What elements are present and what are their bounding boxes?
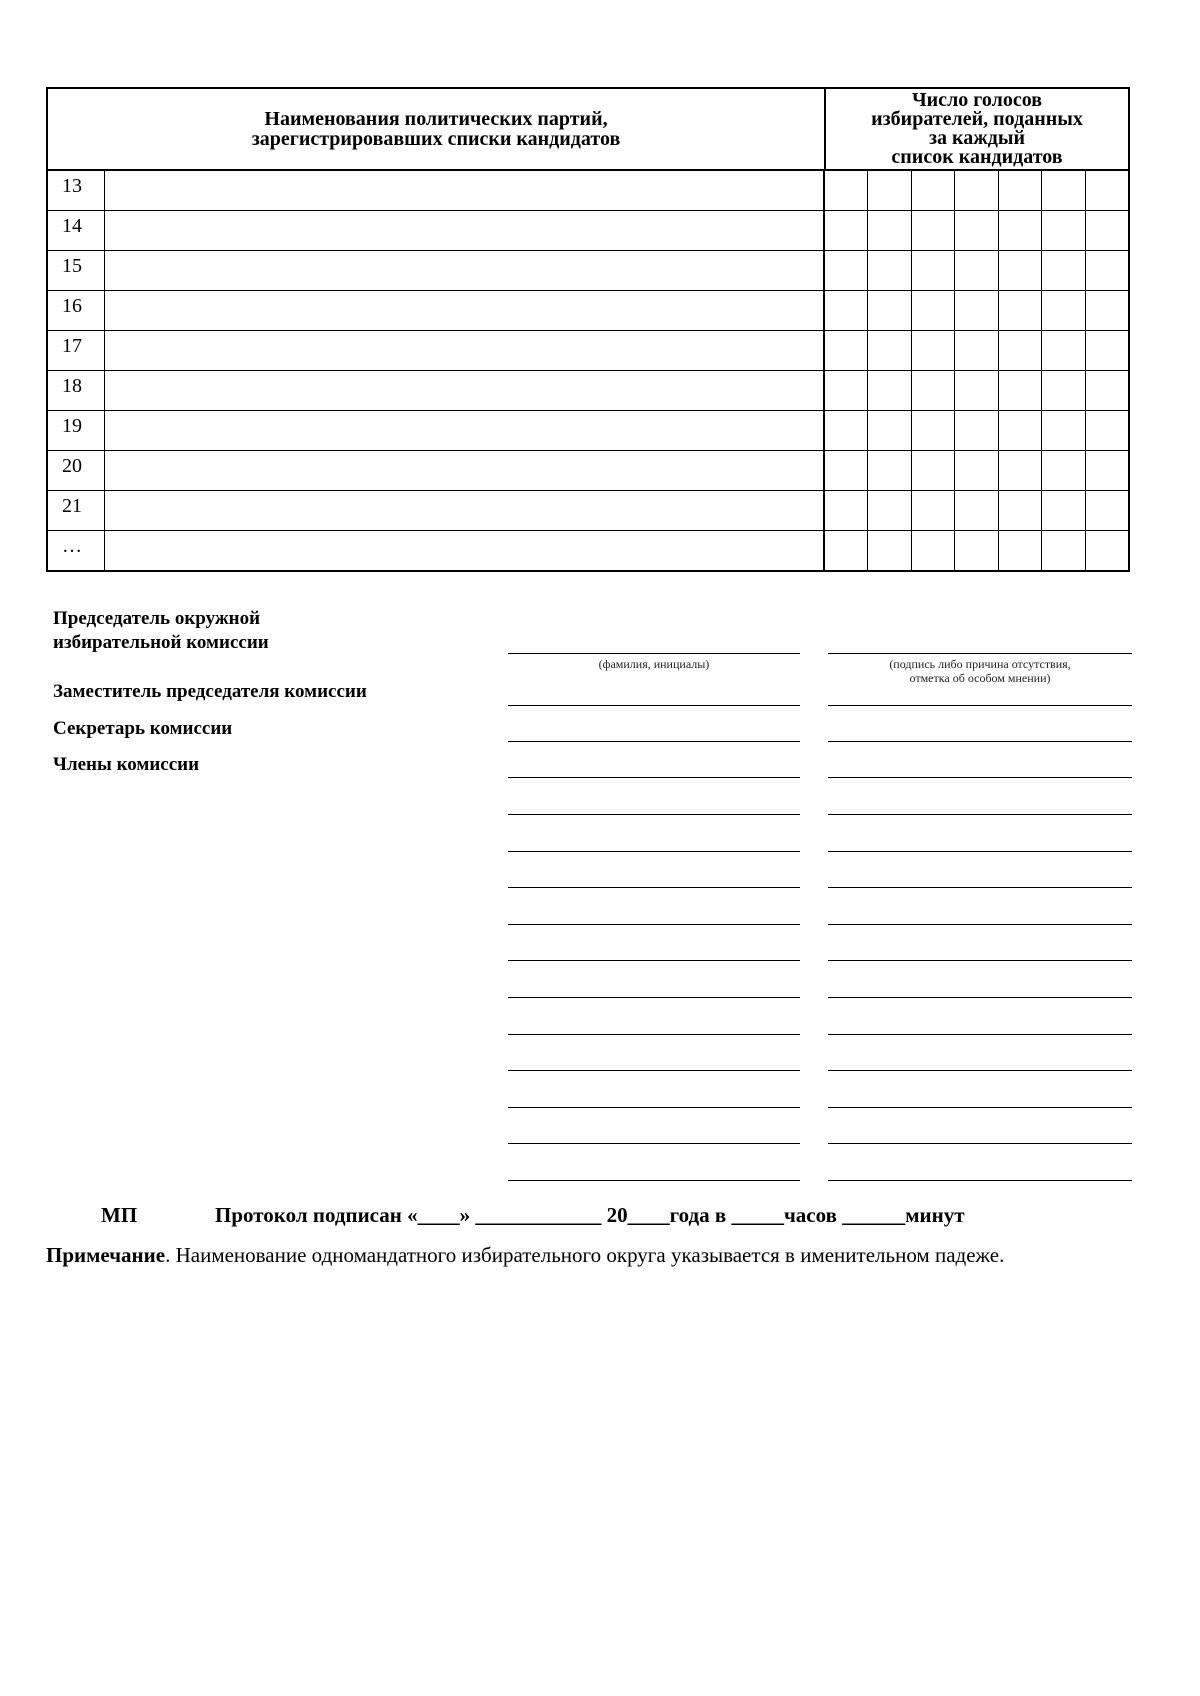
vote-digit-cell[interactable] [999,251,1042,290]
name-signature-line[interactable] [508,887,800,888]
note-text: . Наименование одномандатного избирательного округа указывается в именительном падеже. [165,1243,1005,1267]
name-signature-line[interactable] [508,653,800,654]
vote-digit-cell[interactable] [825,491,868,530]
vote-digit-cell[interactable] [912,371,955,410]
signature-line[interactable] [828,960,1132,961]
name-signature-line[interactable] [508,997,800,998]
name-signature-line[interactable] [508,960,800,961]
vote-digit-cell[interactable] [868,451,911,490]
vote-digit-cell[interactable] [868,411,911,450]
party-name-cell[interactable] [105,371,825,410]
vote-digit-cell[interactable] [1042,251,1085,290]
vote-digit-cell[interactable] [825,171,868,210]
name-signature-line[interactable] [508,1180,800,1181]
note-label: Примечание [46,1243,166,1267]
vote-digit-cell[interactable] [999,411,1042,450]
deputy-label: Заместитель председателя комиссии [53,681,367,702]
vote-digit-cell[interactable] [955,291,998,330]
table-row [48,171,1128,210]
vote-digit-cell[interactable] [1086,291,1128,330]
vote-digit-cell[interactable] [868,171,911,210]
table-row [48,290,1128,330]
vote-digit-cell[interactable] [868,211,911,250]
vote-digit-cell[interactable] [1042,371,1085,410]
signature-line[interactable] [828,777,1132,778]
vote-digit-cell[interactable] [999,371,1042,410]
vote-count-cells [825,291,1128,330]
vote-digit-cell[interactable] [999,531,1042,570]
vote-digit-cell[interactable] [912,251,955,290]
vote-digit-cell[interactable] [1042,171,1085,210]
party-name-cell[interactable] [105,411,825,450]
name-signature-line[interactable] [508,1070,800,1071]
vote-digit-cell[interactable] [825,411,868,450]
signature-line[interactable] [828,814,1132,815]
signature-line[interactable] [828,887,1132,888]
caption-name: (фамилия, инициалы) [598,657,710,671]
vote-digit-cell[interactable] [955,211,998,250]
name-signature-line[interactable] [508,777,800,778]
vote-digit-cell[interactable] [1086,331,1128,370]
header-vote-count: Число голосов избирателей, поданных за каждый список кандидатов [871,89,1083,168]
table-row [48,530,1128,570]
signature-line[interactable] [828,924,1132,925]
vote-digit-cell[interactable] [825,371,868,410]
vote-digit-cell[interactable] [999,171,1042,210]
vote-digit-cell[interactable] [912,331,955,370]
row-number: 16 [48,291,105,330]
party-name-cell[interactable] [105,451,825,490]
signature-line[interactable] [828,1107,1132,1108]
name-signature-line[interactable] [508,924,800,925]
party-name-cell[interactable] [105,291,825,330]
vote-count-cells [825,251,1128,290]
vote-digit-cell[interactable] [1086,411,1128,450]
signature-line[interactable] [828,1070,1132,1071]
vote-digit-cell[interactable] [825,451,868,490]
vote-digit-cell[interactable] [955,411,998,450]
vote-count-cells [825,411,1128,450]
party-name-cell[interactable] [105,331,825,370]
vote-digit-cell[interactable] [955,251,998,290]
table-row [48,490,1128,530]
vote-digit-cell[interactable] [955,491,998,530]
vote-count-cells [825,371,1128,410]
chairman-label: Председатель окружной избирательной комиссии [53,608,269,653]
vote-count-cells [825,531,1128,570]
vote-digit-cell[interactable] [999,451,1042,490]
vote-digit-cell[interactable] [1086,171,1128,210]
name-signature-line[interactable] [508,1107,800,1108]
vote-digit-cell[interactable] [955,371,998,410]
vote-digit-cell[interactable] [1042,331,1085,370]
vote-digit-cell[interactable] [1086,371,1128,410]
name-signature-line[interactable] [508,1143,800,1144]
vote-digit-cell[interactable] [868,491,911,530]
vote-digit-cell[interactable] [825,331,868,370]
vote-digit-cell[interactable] [999,491,1042,530]
vote-digit-cell[interactable] [999,211,1042,250]
party-name-cell[interactable] [105,211,825,250]
secretary-label: Секретарь комиссии [53,718,233,739]
table-row [48,410,1128,450]
party-name-cell[interactable] [105,251,825,290]
vote-digit-cell[interactable] [868,251,911,290]
table-body [46,171,1130,572]
vote-digit-cell[interactable] [825,291,868,330]
row-number: 17 [48,331,105,370]
signature-line[interactable] [828,741,1132,742]
vote-digit-cell[interactable] [912,411,955,450]
vote-digit-cell[interactable] [912,211,955,250]
caption-signature: (подпись либо причина отсутствия, отметка об особом мнении) [889,657,1071,685]
table-header [46,87,1130,171]
row-number: 19 [48,411,105,450]
vote-digit-cell[interactable] [912,291,955,330]
row-number: 18 [48,371,105,410]
party-votes-table [46,87,1130,572]
table-row [48,210,1128,250]
row-number: 14 [48,211,105,250]
vote-digit-cell[interactable] [955,451,998,490]
row-number: 13 [48,171,105,210]
name-signature-line[interactable] [508,741,800,742]
vote-digit-cell[interactable] [1086,531,1128,570]
header-party-names: Наименования политических партий, зарегистрировавших списки кандидатов [48,89,826,169]
name-signature-line[interactable] [508,1034,800,1035]
vote-digit-cell[interactable] [1042,491,1085,530]
vote-digit-cell[interactable] [825,211,868,250]
vote-digit-cell[interactable] [912,491,955,530]
vote-digit-cell[interactable] [1042,451,1085,490]
note-paragraph [46,1240,1168,1270]
vote-digit-cell[interactable] [955,531,998,570]
vote-count-cells [825,171,1128,210]
vote-digit-cell[interactable] [1042,531,1085,570]
vote-digit-cell[interactable] [868,291,911,330]
party-name-cell[interactable] [105,171,825,210]
vote-digit-cell[interactable] [912,531,955,570]
vote-digit-cell[interactable] [1042,211,1085,250]
table-row [48,330,1128,370]
vote-count-cells [825,451,1128,490]
name-signature-line[interactable] [508,814,800,815]
table-row [48,450,1128,490]
stamp-place-label: МП [101,1203,138,1227]
vote-digit-cell[interactable] [1086,211,1128,250]
row-number: … [48,531,105,570]
name-signature-line[interactable] [508,851,800,852]
row-number: 20 [48,451,105,490]
party-name-cell[interactable] [105,531,825,570]
vote-digit-cell[interactable] [825,251,868,290]
members-label: Члены комиссии [53,754,200,775]
vote-digit-cell[interactable] [1042,291,1085,330]
vote-digit-cell[interactable] [868,531,911,570]
vote-digit-cell[interactable] [955,171,998,210]
vote-digit-cell[interactable] [1086,491,1128,530]
vote-digit-cell[interactable] [1042,411,1085,450]
vote-digit-cell[interactable] [912,451,955,490]
table-row [48,370,1128,410]
vote-digit-cell[interactable] [999,291,1042,330]
vote-count-cells [825,211,1128,250]
row-number: 15 [48,251,105,290]
signature-line[interactable] [828,653,1132,654]
vote-digit-cell[interactable] [868,371,911,410]
vote-digit-cell[interactable] [1086,251,1128,290]
vote-digit-cell[interactable] [912,171,955,210]
name-signature-line[interactable] [508,705,800,706]
signature-line[interactable] [828,851,1132,852]
vote-digit-cell[interactable] [825,531,868,570]
vote-count-cells [825,491,1128,530]
signature-line[interactable] [828,1034,1132,1035]
vote-digit-cell[interactable] [955,331,998,370]
vote-digit-cell[interactable] [868,331,911,370]
signature-line[interactable] [828,1180,1132,1181]
row-number: 21 [48,491,105,530]
signature-line[interactable] [828,1143,1132,1144]
protocol-signed-line: Протокол подписан «____» ____________ 20____года в _____часов ______минут [215,1203,965,1227]
signature-line[interactable] [828,997,1132,998]
vote-digit-cell[interactable] [1086,451,1128,490]
vote-count-cells [825,331,1128,370]
party-name-cell[interactable] [105,491,825,530]
table-row [48,250,1128,290]
signature-line[interactable] [828,705,1132,706]
vote-digit-cell[interactable] [999,331,1042,370]
